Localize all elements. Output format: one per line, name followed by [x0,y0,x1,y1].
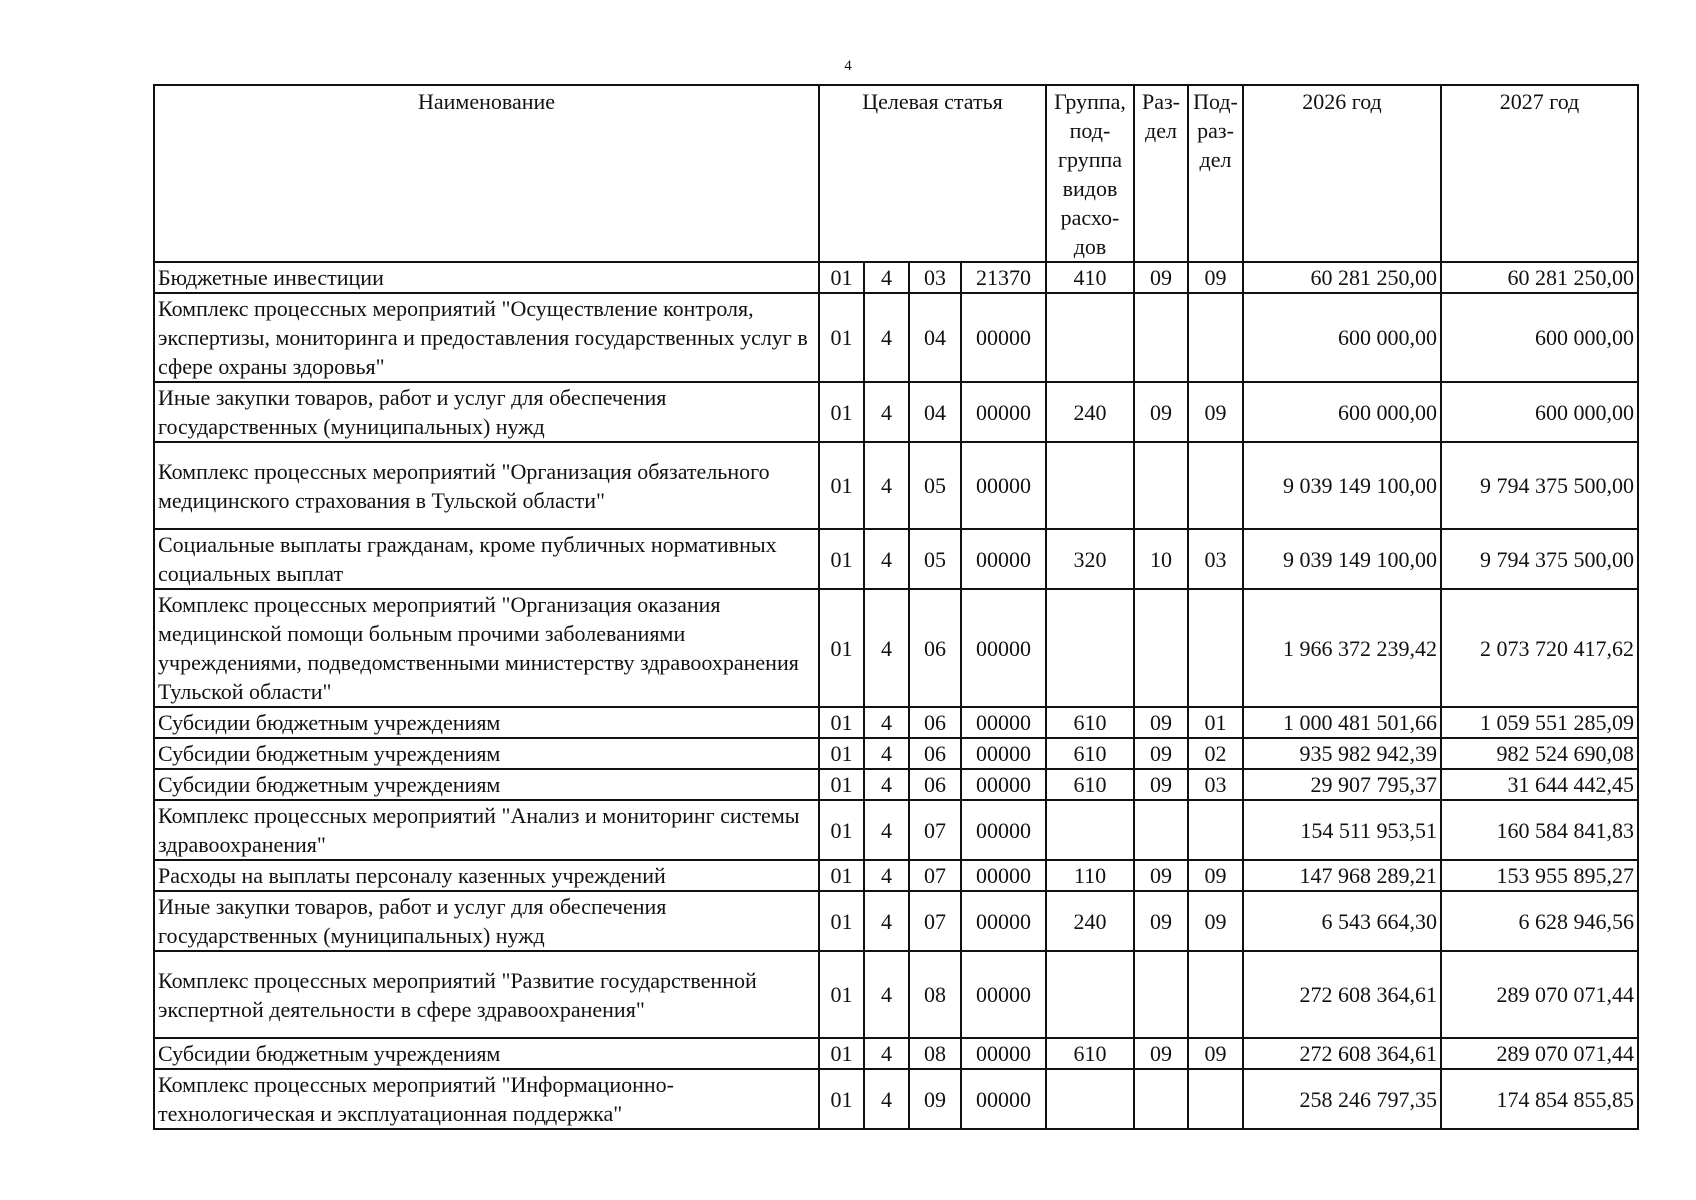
target-article-part-4: 00000 [961,589,1046,707]
header-year-2026: 2026 год [1243,85,1441,262]
amount-2027: 60 281 250,00 [1441,262,1638,293]
amount-2027: 600 000,00 [1441,293,1638,382]
amount-2027: 160 584 841,83 [1441,800,1638,860]
amount-2026: 9 039 149 100,00 [1243,442,1441,529]
header-name: Наименование [154,85,819,262]
header-section: Раз-дел [1134,85,1188,262]
amount-2027: 9 794 375 500,00 [1441,529,1638,589]
target-article-part-2: 4 [864,769,909,800]
amount-2026: 600 000,00 [1243,293,1441,382]
target-article-part-1: 01 [819,262,864,293]
target-article-part-4: 21370 [961,262,1046,293]
amount-2026: 147 968 289,21 [1243,860,1441,891]
table-row [154,800,1638,860]
expense-group-code [1046,442,1134,529]
expense-group-code: 410 [1046,262,1134,293]
row-name: Субсидии бюджетным учреждениям [154,707,819,738]
target-article-part-4: 00000 [961,382,1046,442]
expense-group-code [1046,800,1134,860]
target-article-part-4: 00000 [961,442,1046,529]
table-body [154,262,1638,1129]
target-article-part-1: 01 [819,800,864,860]
section-code [1134,1069,1188,1129]
amount-2027: 31 644 442,45 [1441,769,1638,800]
subsection-code [1188,589,1243,707]
target-article-part-3: 05 [909,442,961,529]
amount-2027: 1 059 551 285,09 [1441,707,1638,738]
amount-2027: 289 070 071,44 [1441,1038,1638,1069]
target-article-part-2: 4 [864,293,909,382]
row-name: Иные закупки товаров, работ и услуг для обеспечения государственных (муниципальных) нужд [154,382,819,442]
target-article-part-4: 00000 [961,707,1046,738]
amount-2026: 935 982 942,39 [1243,738,1441,769]
row-name: Комплекс процессных мероприятий "Осуществление контроля, экспертизы, мониторинга и предоставления государственных услуг в сфере охраны здоровья" [154,293,819,382]
budget-table [153,84,1639,1130]
amount-2027: 9 794 375 500,00 [1441,442,1638,529]
section-code: 09 [1134,891,1188,951]
row-name: Комплекс процессных мероприятий "Организация обязательного медицинского страхования в Тульской области" [154,442,819,529]
section-code [1134,800,1188,860]
expense-group-code [1046,589,1134,707]
row-name: Комплекс процессных мероприятий "Информационно-технологическая и эксплуатационная поддержка" [154,1069,819,1129]
expense-group-code: 240 [1046,891,1134,951]
row-name: Субсидии бюджетным учреждениям [154,738,819,769]
row-name: Бюджетные инвестиции [154,262,819,293]
table-row [154,707,1638,738]
target-article-part-2: 4 [864,951,909,1038]
amount-2027: 2 073 720 417,62 [1441,589,1638,707]
header-year-2027: 2027 год [1441,85,1638,262]
target-article-part-1: 01 [819,951,864,1038]
target-article-part-2: 4 [864,738,909,769]
row-name: Субсидии бюджетным учреждениям [154,769,819,800]
subsection-code: 01 [1188,707,1243,738]
subsection-code: 09 [1188,382,1243,442]
target-article-part-1: 01 [819,589,864,707]
table-row [154,529,1638,589]
amount-2027: 600 000,00 [1441,382,1638,442]
subsection-code [1188,442,1243,529]
target-article-part-2: 4 [864,589,909,707]
amount-2027: 6 628 946,56 [1441,891,1638,951]
target-article-part-3: 05 [909,529,961,589]
expense-group-code: 110 [1046,860,1134,891]
table-row [154,442,1638,529]
subsection-code [1188,1069,1243,1129]
row-name: Комплекс процессных мероприятий "Организация оказания медицинской помощи больным прочими заболеваниями учреждениями, подведомственными министерству здравоохранения Тульской области" [154,589,819,707]
target-article-part-3: 04 [909,382,961,442]
target-article-part-1: 01 [819,293,864,382]
amount-2027: 174 854 855,85 [1441,1069,1638,1129]
amount-2027: 289 070 071,44 [1441,951,1638,1038]
section-code [1134,293,1188,382]
amount-2026: 9 039 149 100,00 [1243,529,1441,589]
table-row [154,891,1638,951]
target-article-part-2: 4 [864,262,909,293]
target-article-part-4: 00000 [961,293,1046,382]
section-code: 09 [1134,262,1188,293]
target-article-part-3: 04 [909,293,961,382]
section-code: 09 [1134,382,1188,442]
row-name: Комплекс процессных мероприятий "Анализ и мониторинг системы здравоохранения" [154,800,819,860]
amount-2026: 1 000 481 501,66 [1243,707,1441,738]
target-article-part-4: 00000 [961,891,1046,951]
expense-group-code: 610 [1046,1038,1134,1069]
table-row [154,262,1638,293]
target-article-part-3: 06 [909,589,961,707]
expense-group-code: 320 [1046,529,1134,589]
table-row [154,951,1638,1038]
target-article-part-3: 08 [909,1038,961,1069]
row-name: Социальные выплаты гражданам, кроме публичных нормативных социальных выплат [154,529,819,589]
target-article-part-2: 4 [864,800,909,860]
amount-2027: 153 955 895,27 [1441,860,1638,891]
target-article-part-1: 01 [819,769,864,800]
target-article-part-3: 09 [909,1069,961,1129]
target-article-part-3: 06 [909,769,961,800]
target-article-part-2: 4 [864,860,909,891]
target-article-part-1: 01 [819,1069,864,1129]
amount-2026: 60 281 250,00 [1243,262,1441,293]
header-target-article: Целевая статья [819,85,1046,262]
subsection-code [1188,951,1243,1038]
target-article-part-2: 4 [864,1069,909,1129]
header-subsection: Под-раз-дел [1188,85,1243,262]
target-article-part-1: 01 [819,738,864,769]
section-code [1134,442,1188,529]
target-article-part-4: 00000 [961,738,1046,769]
row-name: Расходы на выплаты персоналу казенных учреждений [154,860,819,891]
target-article-part-3: 08 [909,951,961,1038]
expense-group-code [1046,951,1134,1038]
table-row [154,382,1638,442]
amount-2026: 1 966 372 239,42 [1243,589,1441,707]
page-number: 4 [844,58,852,74]
amount-2026: 154 511 953,51 [1243,800,1441,860]
section-code: 09 [1134,707,1188,738]
table-row [154,1038,1638,1069]
target-article-part-4: 00000 [961,1069,1046,1129]
subsection-code: 09 [1188,1038,1243,1069]
target-article-part-1: 01 [819,860,864,891]
expense-group-code: 610 [1046,707,1134,738]
expense-group-code [1046,293,1134,382]
amount-2027: 982 524 690,08 [1441,738,1638,769]
target-article-part-1: 01 [819,707,864,738]
table-header-row [154,85,1638,262]
table-row [154,738,1638,769]
subsection-code: 02 [1188,738,1243,769]
amount-2026: 272 608 364,61 [1243,1038,1441,1069]
subsection-code: 09 [1188,262,1243,293]
section-code: 09 [1134,1038,1188,1069]
expense-group-code [1046,1069,1134,1129]
row-name: Комплекс процессных мероприятий "Развитие государственной экспертной деятельности в сфере здравоохранения" [154,951,819,1038]
amount-2026: 29 907 795,37 [1243,769,1441,800]
target-article-part-4: 00000 [961,529,1046,589]
expense-group-code: 610 [1046,738,1134,769]
target-article-part-2: 4 [864,382,909,442]
target-article-part-3: 03 [909,262,961,293]
amount-2026: 600 000,00 [1243,382,1441,442]
section-code: 10 [1134,529,1188,589]
expense-group-code: 240 [1046,382,1134,442]
section-code: 09 [1134,860,1188,891]
target-article-part-4: 00000 [961,951,1046,1038]
subsection-code: 09 [1188,860,1243,891]
table-row [154,769,1638,800]
amount-2026: 272 608 364,61 [1243,951,1441,1038]
target-article-part-3: 07 [909,860,961,891]
target-article-part-1: 01 [819,529,864,589]
target-article-part-2: 4 [864,707,909,738]
target-article-part-3: 06 [909,738,961,769]
target-article-part-3: 07 [909,891,961,951]
amount-2026: 6 543 664,30 [1243,891,1441,951]
target-article-part-4: 00000 [961,860,1046,891]
target-article-part-2: 4 [864,1038,909,1069]
expense-group-code: 610 [1046,769,1134,800]
target-article-part-3: 06 [909,707,961,738]
section-code [1134,589,1188,707]
row-name: Иные закупки товаров, работ и услуг для обеспечения государственных (муниципальных) нужд [154,891,819,951]
section-code [1134,951,1188,1038]
target-article-part-3: 07 [909,800,961,860]
target-article-part-2: 4 [864,442,909,529]
target-article-part-4: 00000 [961,800,1046,860]
header-expense-group: Группа, под-группа видов расхо-дов [1046,85,1134,262]
subsection-code [1188,800,1243,860]
amount-2026: 258 246 797,35 [1243,1069,1441,1129]
row-name: Субсидии бюджетным учреждениям [154,1038,819,1069]
target-article-part-2: 4 [864,891,909,951]
target-article-part-1: 01 [819,382,864,442]
subsection-code [1188,293,1243,382]
table-row [154,589,1638,707]
section-code: 09 [1134,769,1188,800]
target-article-part-2: 4 [864,529,909,589]
target-article-part-1: 01 [819,442,864,529]
target-article-part-4: 00000 [961,769,1046,800]
subsection-code: 09 [1188,891,1243,951]
table-row [154,293,1638,382]
subsection-code: 03 [1188,769,1243,800]
subsection-code: 03 [1188,529,1243,589]
table-row [154,860,1638,891]
section-code: 09 [1134,738,1188,769]
target-article-part-1: 01 [819,1038,864,1069]
target-article-part-4: 00000 [961,1038,1046,1069]
table-row [154,1069,1638,1129]
target-article-part-1: 01 [819,891,864,951]
